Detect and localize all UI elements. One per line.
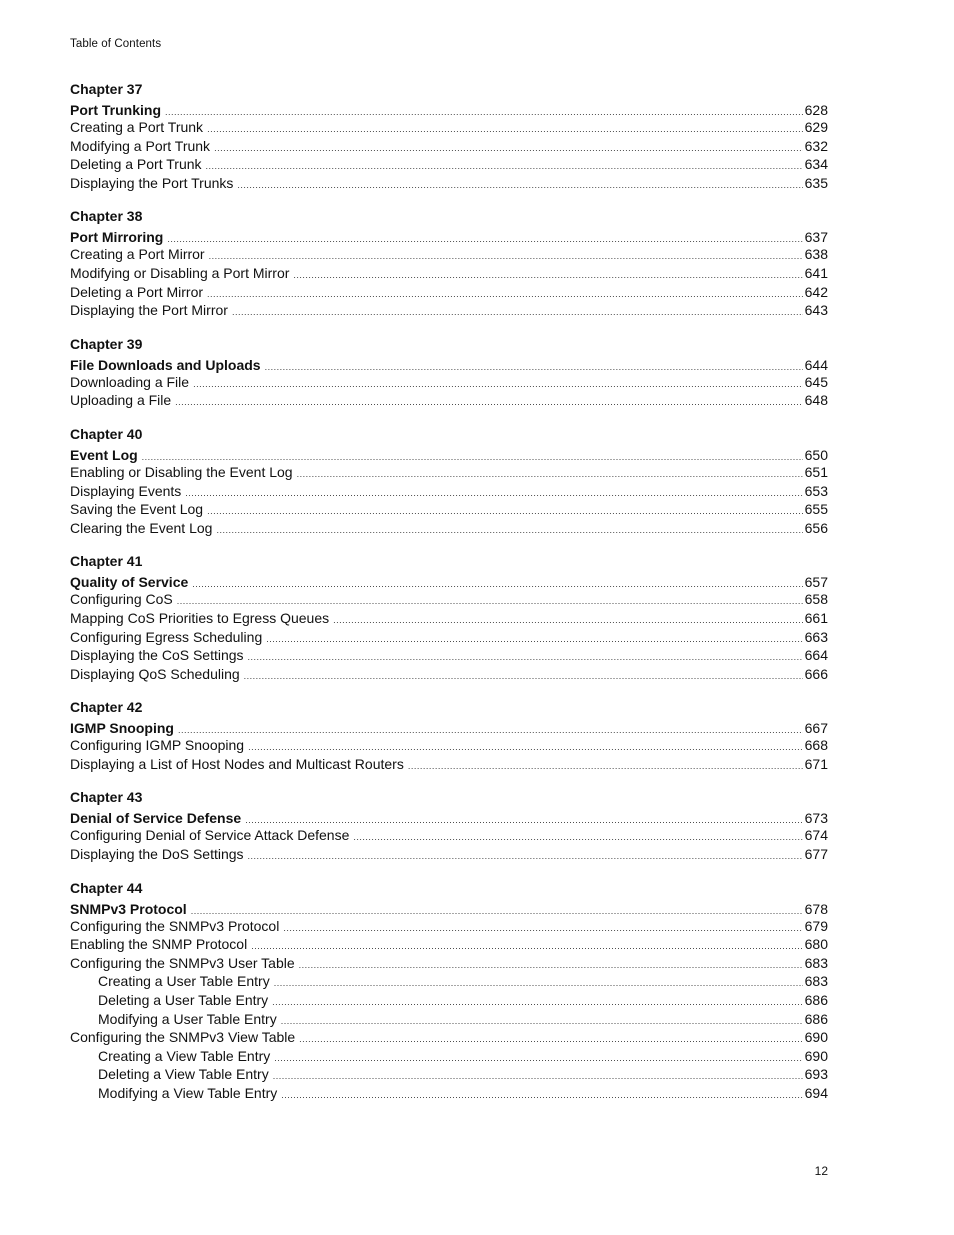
entry-text: SNMPv3 Protocol [70,900,187,917]
chapter-title-entry[interactable] [70,574,828,590]
dot-leader [185,484,802,503]
chapter-section [70,425,828,537]
entry-page-number: 644 [804,356,828,373]
entry-page-number: 635 [804,174,828,191]
dot-leader [274,974,803,993]
chapter-label: Chapter 44 [70,879,143,896]
entry-page-number: 677 [804,846,828,863]
entry-text: Displaying Events [70,482,182,499]
dot-leader [299,1030,802,1049]
entry-text: Downloading a File [70,373,190,390]
dot-leader [206,157,803,176]
entry-text: Enabling or Disabling the Event Log [70,463,293,480]
toc-entry[interactable] [70,155,828,174]
entry-text: Uploading a File [70,392,172,409]
entry-text: Configuring CoS [70,591,173,608]
chapter-title-entry[interactable] [70,720,828,736]
entry-page-number: 667 [804,720,828,737]
toc-entry[interactable] [70,391,828,410]
page-number: 12 [814,1164,828,1178]
chapter-title-entry[interactable] [70,357,828,373]
toc-entry[interactable] [70,736,828,755]
entry-text: Configuring Denial of Service Attack Defense [70,827,350,844]
entry-text: Deleting a Port Mirror [70,283,204,300]
toc-entry[interactable] [70,1028,828,1047]
entry-page-number: 664 [804,647,828,664]
entry-page-number: 668 [804,737,828,754]
dot-leader [192,576,802,592]
dot-leader [207,120,803,139]
chapter-section [70,207,828,319]
toc-entry[interactable] [70,665,828,684]
chapter-label: Chapter 37 [70,81,143,97]
entry-text: Modifying a Port Trunk [70,137,211,154]
entry-text: Clearing the Event Log [70,519,213,536]
entry-text: IGMP Snooping [70,720,174,737]
entry-text: Displaying the Port Mirror [70,302,228,319]
entry-text: Configuring the SNMPv3 Protocol [70,917,280,934]
toc-entry[interactable] [70,373,828,392]
chapter-section [70,335,828,410]
entry-text: Creating a Port Trunk [70,119,204,135]
entry-page-number: 671 [804,755,828,772]
dot-leader [299,956,803,975]
entry-text: Displaying a List of Host Nodes and Multicast Routers [70,755,404,772]
toc-subentry[interactable] [70,1010,828,1029]
dot-leader [237,176,802,195]
toc-entry[interactable] [70,628,828,647]
entry-page-number: 686 [804,992,828,1009]
entry-text: Port Trunking [70,102,161,118]
toc-subentry[interactable] [70,972,828,991]
entry-page-number: 634 [804,156,828,173]
entry-text: Modifying a View Table Entry [98,1085,278,1101]
entry-page-number: 663 [804,628,828,645]
entry-page-number: 641 [804,264,828,281]
entry-page-number: 694 [804,1085,828,1101]
entry-page-number: 674 [804,827,828,844]
entry-page-number: 683 [804,973,828,990]
entry-page-number: 651 [804,463,828,480]
chapter-section [70,698,828,773]
entry-page-number: 686 [804,1010,828,1027]
entry-text: Quality of Service [70,574,189,591]
entry-page-number: 673 [804,810,828,827]
entry-text: Deleting a User Table Entry [98,992,269,1009]
dot-leader [297,465,803,484]
dot-leader [191,903,803,919]
toc-entry[interactable] [70,264,828,283]
toc-entry[interactable] [70,245,828,264]
entry-page-number: 638 [804,246,828,263]
dot-leader [175,393,802,412]
entry-page-number: 632 [804,137,828,154]
chapter-label: Chapter 39 [70,335,143,352]
toc-entry[interactable] [70,935,828,954]
dot-leader [251,937,802,956]
entry-page-number: 637 [804,229,828,246]
entry-page-number: 655 [804,501,828,518]
entry-page-number: 683 [804,954,828,971]
dot-leader [273,1067,803,1086]
entry-text: Deleting a View Table Entry [98,1066,269,1083]
dot-leader [232,303,803,322]
chapter-label: Chapter 42 [70,699,143,716]
toc-entry[interactable] [70,609,828,628]
entry-text: Configuring the SNMPv3 User Table [70,954,295,971]
toc-subentry[interactable] [70,1065,828,1084]
dot-leader [207,502,803,521]
chapter-label: Chapter 43 [70,789,143,806]
dot-leader [272,993,802,1012]
entry-page-number: 650 [804,446,828,463]
entry-page-number: 666 [804,665,828,682]
entry-text: Configuring the SNMPv3 View Table [70,1029,296,1046]
entry-text: Modifying a User Table Entry [98,1010,277,1027]
toc-subentry[interactable] [70,991,828,1010]
entry-text: Enabling the SNMP Protocol [70,936,248,953]
entry-text: Configuring IGMP Snooping [70,737,245,754]
entry-page-number: 658 [804,591,828,608]
entry-page-number: 679 [804,917,828,934]
entry-text: Creating a View Table Entry [98,1047,271,1064]
dot-leader [244,667,803,686]
dot-leader [408,757,803,776]
chapter-title-entry[interactable] [70,102,828,118]
toc-entry[interactable] [70,301,828,320]
entry-page-number: 661 [804,609,828,626]
toc-entry[interactable] [70,118,828,137]
dot-leader [265,359,803,375]
toc-subentry[interactable] [70,1084,828,1103]
chapter-section [70,552,828,683]
entry-text: Modifying or Disabling a Port Mirror [70,264,290,281]
entry-page-number: 642 [804,283,828,300]
entry-page-number: 656 [804,519,828,536]
toc-entry[interactable] [70,482,828,501]
chapter-title-entry[interactable] [70,810,828,826]
dot-leader [214,139,803,158]
entry-text: Creating a User Table Entry [98,973,270,990]
dot-leader [167,231,802,247]
entry-text: Displaying the CoS Settings [70,647,244,664]
entry-page-number: 690 [804,1029,828,1046]
dot-leader [281,1012,803,1031]
entry-text: Creating a Port Mirror [70,246,205,263]
dot-leader [216,521,802,540]
entry-text: Port Mirroring [70,229,164,246]
entry-text: File Downloads and Uploads [70,356,261,373]
entry-page-number: 648 [804,392,828,409]
dot-leader [209,247,803,266]
toc-entry[interactable] [70,283,828,302]
entry-text: Displaying the Port Trunks [70,174,234,191]
dot-leader [207,285,803,304]
chapter-title-entry[interactable] [70,901,828,917]
dot-leader [165,104,803,120]
dot-leader [333,611,803,630]
toc-entry[interactable] [70,500,828,519]
toc-entry[interactable] [70,590,828,609]
running-header: Table of Contents [70,38,162,50]
toc-entry[interactable] [70,137,828,156]
entry-text: Denial of Service Defense [70,810,242,827]
chapter-section [70,788,828,863]
toc-entry[interactable] [70,826,828,845]
entry-page-number: 693 [804,1066,828,1083]
entry-text: Displaying the DoS Settings [70,846,244,863]
dot-leader [248,648,803,667]
dot-leader [353,828,802,847]
toc-entry[interactable] [70,954,828,973]
toc-entry[interactable] [70,917,828,936]
chapter-title-entry[interactable] [70,447,828,463]
entry-page-number: 657 [804,574,828,591]
entry-page-number: 643 [804,302,828,319]
toc-entry[interactable] [70,845,828,864]
entry-text: Displaying QoS Scheduling [70,665,240,682]
entry-text: Deleting a Port Trunk [70,156,202,173]
toc-subentry[interactable] [70,1047,828,1066]
entry-page-number: 645 [804,373,828,390]
chapter-title-entry[interactable] [70,229,828,245]
dot-leader [248,847,803,866]
toc-entry[interactable] [70,646,828,665]
entry-page-number: 680 [804,936,828,953]
table-of-contents [70,80,828,1118]
entry-page-number: 628 [804,102,828,118]
chapter-label: Chapter 40 [70,425,143,442]
entry-text: Event Log [70,446,138,463]
dot-leader [274,1049,802,1068]
toc-entry[interactable] [70,519,828,538]
entry-page-number: 653 [804,482,828,499]
dot-leader [281,1086,802,1105]
chapter-label: Chapter 41 [70,553,143,570]
dot-leader [266,630,802,649]
entry-page-number: 690 [804,1047,828,1064]
entry-text: Mapping CoS Priorities to Egress Queues [70,609,330,626]
chapter-section [70,80,828,192]
chapter-section [70,879,828,1103]
entry-page-number: 629 [804,119,828,135]
dot-leader [283,919,802,938]
dot-leader [293,266,802,285]
entry-text: Saving the Event Log [70,501,204,518]
chapter-label: Chapter 38 [70,208,143,225]
entry-text: Configuring Egress Scheduling [70,628,263,645]
toc-entry[interactable] [70,174,828,193]
dot-leader [193,375,803,394]
toc-entry[interactable] [70,755,828,774]
dot-leader [178,722,803,738]
entry-page-number: 678 [804,900,828,917]
toc-entry[interactable] [70,463,828,482]
